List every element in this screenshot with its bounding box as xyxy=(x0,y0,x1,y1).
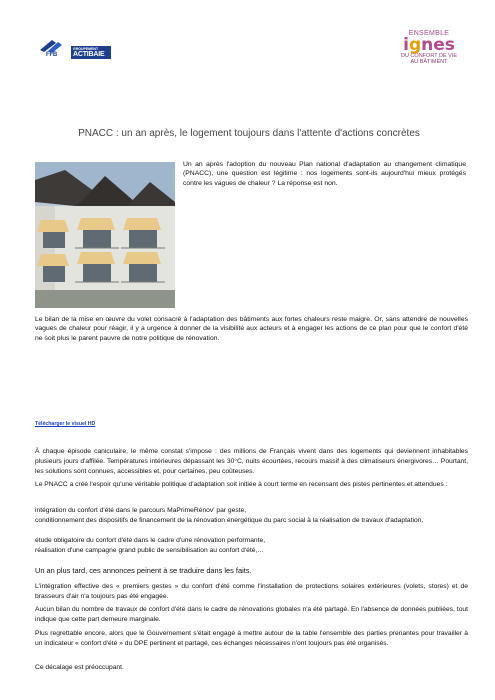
body-paragraph-7: Ce décalage est préoccupant. xyxy=(35,664,124,671)
article-title: PNACC : un an après, le logement toujours dans l'attente d'actions concrètes xyxy=(78,128,420,139)
list-item: intégration du confort d'été dans le parcours MaPrimeRénov' par geste, xyxy=(35,507,247,514)
actibaie-tag-main: ACTIBAIE xyxy=(73,51,105,58)
building-awnings-photo xyxy=(35,162,175,308)
ignes-name xyxy=(394,37,464,53)
actibaie-tag xyxy=(71,46,111,59)
ignes-name-part: i xyxy=(403,35,409,55)
ensemble-ignes-logo xyxy=(394,30,464,80)
ffb-logo-text: FFB xyxy=(46,52,58,58)
list-item: étude obligatoire du confort d'été dans le cadre d'une rénovation performante, xyxy=(35,537,266,544)
list-item: conditionnement des dispositifs de financement de la rénovation énergétique du parc social à la réalisation de travaux d'adaptation, xyxy=(35,517,424,524)
ffb-actibaie-logo xyxy=(38,38,112,64)
body-paragraph-2: Le PNACC a créé l'espoir qu'une véritable politique d'adaptation soit initiée à court terme en recensant des pistes pertinentes et attendues : xyxy=(35,481,448,488)
ignes-name-part-2: nes xyxy=(421,35,455,55)
body-paragraph-5: Aucun bilan du nombre de travaux de confort d'été dans le cadre de rénovations globales n'a été partagé. En l'absence de données publiées, tout indique que cette part demeure marginale. xyxy=(35,606,468,623)
ignes-sub-1: DU CONFORT DE VIE xyxy=(400,53,458,59)
download-hd-visual-link[interactable]: Télécharger le visuel HD xyxy=(35,421,96,427)
body-paragraph-4: L'intégration effective des « premiers gestes » du confort d'été comme l'installation de protections solaires extérieures (volets, stores) et de brasseurs d'air n'a toujours pas été engagée. xyxy=(35,583,468,600)
ignes-ensemble-text: ENSEMBLE xyxy=(408,30,450,37)
article-lead: Le bilan de la mise en œuvre du volet consacré à l'adaptation des bâtiments aux fortes chaleurs reste maigre. Or, sans attendre de nouvelles vagues de chaleur pour réagir, il y a urgence à donner de la visibilité aux acteurs et à engager les actions de ce plan pour que le confort d'été ne soit plus le parent pauvre de notre politique de rénovation. xyxy=(35,316,468,342)
ignes-name-g: g xyxy=(408,35,422,55)
ignes-sub-2: AU BÂTIMENT xyxy=(410,59,448,65)
body-paragraph-6: Plus regrettable encore, alors que le Gouvernement s'était engagé à mettre autour de la table l'ensemble des parties prenantes pour travailler à un indicateur « confort d'été » du DPE pertinent et partagé, ces échanges nécessaires n'ont toujours pas été organisés. xyxy=(35,630,468,647)
list-item: réalisation d'une campagne grand public de sensibilisation au confort d'été,… xyxy=(35,547,264,554)
body-paragraph-1: À chaque épisode caniculaire, le même constat s'impose : des millions de Français vivent dans des logements qui deviennent inhabitables plusieurs jours d'affilée. Températures intérieures dépassant les 30°C, nuits écourtées, recours massif à des climatiseurs énergivores… Pourtant, les solutions sont connues, accessibles et, pour certaines, peu coûteuses. xyxy=(35,448,468,475)
ffb-logo-mark-icon xyxy=(38,38,68,62)
actibaie-tag-top: GROUPEMENT xyxy=(73,47,99,51)
article-intro: Un an après l'adoption du nouveau Plan national d'adaptation au changement climatique (PNACC), une question est légitime : nos logements sont-ils aujourd'hui mieux protégés contre les vagues de chaleur ? La réponse est non. xyxy=(183,161,466,187)
body-paragraph-3: Un an plus tard, ces annonces peinent à se traduire dans les faits. xyxy=(35,566,252,575)
